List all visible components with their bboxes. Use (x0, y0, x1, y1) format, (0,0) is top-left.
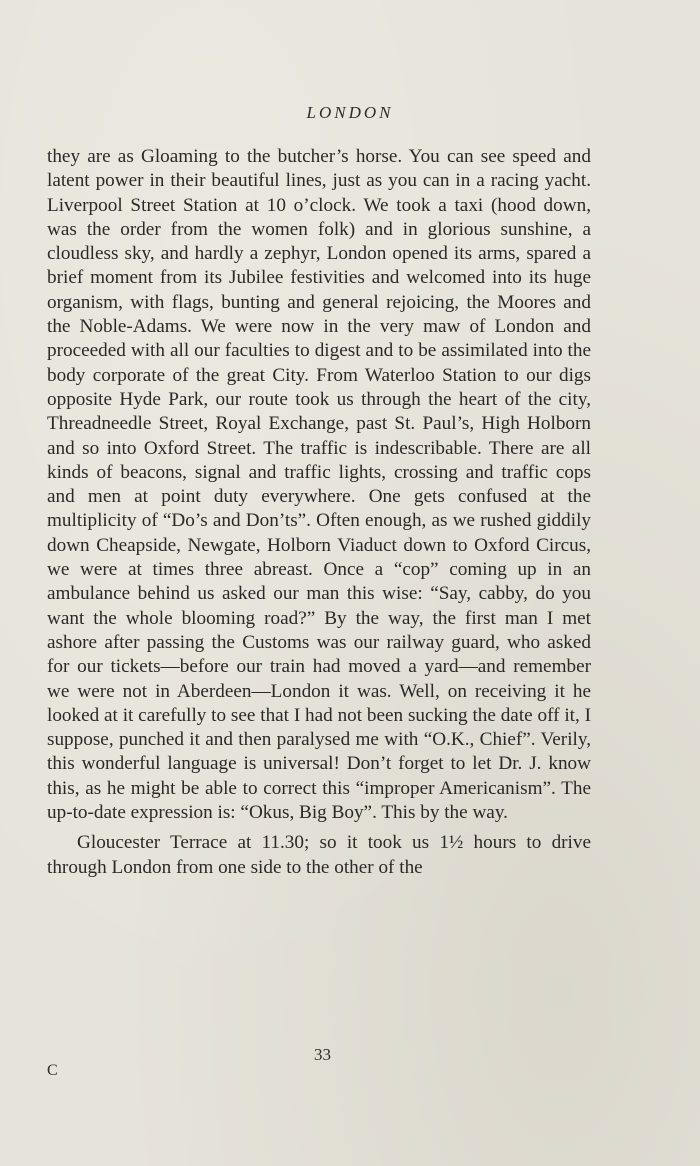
paragraph-2: Gloucester Terrace at 11.30; so it took us 1½ hours to drive through London from one side to the other of the (47, 832, 591, 878)
running-head: LONDON (306, 103, 394, 122)
page-number-row (0, 1045, 644, 1065)
page-number: 33 (314, 1045, 331, 1064)
body-text (47, 145, 591, 880)
paragraph-1: they are as Gloaming to the butcher’s horse. You can see speed and latent power in their beautiful lines, just as you can in a racing yacht. Liverpool Street Station at 10 o’clock. We took a taxi (hood down, was the order from the women folk) and in glorious sunshine, a cloudless sky, and hardly a zephyr, London opened its arms, spared a brief moment from its Jubilee festivities and welcomed into its huge organism, with flags, bunting and general rejoicing, the Moores and the Noble-Adams. We were now in the very maw of London and proceeded with all our faculties to digest and to be assimilated into the body corporate of the great City. From Waterloo Station to our digs opposite Hyde Park, our route took us through the heart of the city, Threadneedle Street, Royal Exchange, past St. Paul’s, High Holborn and so into Oxford Street. The traffic is indescribable. There are all kinds of beacons, signal and traffic lights, crossing and traffic cops and men at point duty everywhere. One gets confused at the multiplicity of “Do’s and Don’ts”. Often enough, as we rushed giddily down Cheapside, Newgate, Holborn Viaduct down to Oxford Circus, we were at times three abreast. Once a “cop” coming up in an ambulance behind us asked our man this wise: “Say, cabby, do you want the whole blooming road?” By the way, the first man I met ashore after passing the Customs was our railway guard, who asked for our tickets—before our train had moved a yard—and remember we were not in Aberdeen—London it was. Well, on receiving it he looked at it carefully to see that I had not been sucking the date off it, I suppose, punched it and then paralysed me with “O.K., Chief”. Verily, this wonderful language is universal! Don’t forget to let Dr. J. know this, as he might be able to correct this “improper Americanism”. The up-to-date expression is: “Okus, Big Boy”. This by the way. (47, 146, 591, 824)
signature-mark: C (47, 1062, 58, 1079)
